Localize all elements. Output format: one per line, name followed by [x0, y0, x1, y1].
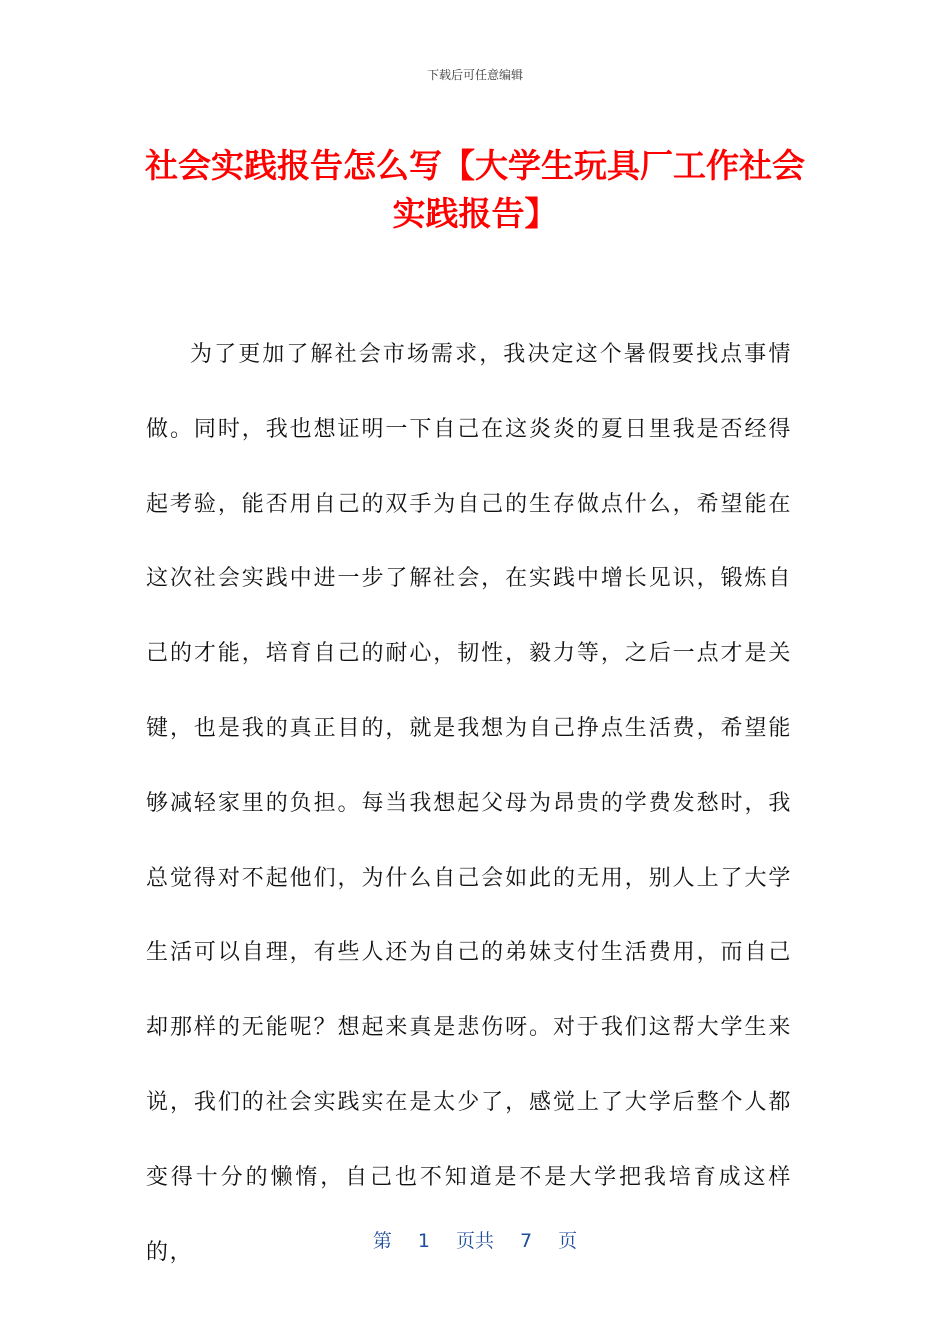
body-paragraph: 为了更加了解社会市场需求，我决定这个暑假要找点事情做。同时，我也想证明一下自己在这炎炎的夏日里我是否经得起考验，能否用自己的双手为自己的生存做点什么，希望能在这次社会实践中进一步了解社会，在实践中增长见识，锻炼自己的才能，培育自己的耐心，韧性，毅力等，之后一点才是关键，也是我的真正目的，就是我想为自己挣点生活费，希望能够减轻家里的负担。每当我想起父母为昂贵的学费发愁时，我总觉得对不起他们，为什么自己会如此的无用，别人上了大学生活可以自理，有些人还为自己的弟妹支付生活费用，而自己却那样的无能呢？想起来真是悲伤呀。对于我们这帮大学生来说，我们的社会实践实在是太少了，感觉上了大学后整个人都变得十分的懒惰，自己也不知道是不是大学把我培育成这样的，: [146, 342, 792, 1265]
footer-prefix: 第: [372, 1230, 392, 1252]
total-pages-number: 7: [520, 1230, 533, 1252]
page-footer: [0, 1226, 950, 1253]
header-note: 下载后可任意编辑: [426, 68, 523, 82]
footer-suffix: 页: [558, 1230, 578, 1252]
current-page-number: 1: [417, 1230, 430, 1252]
document-title: 社会实践报告怎么写【大学生玩具厂工作社会实践报告】: [145, 146, 805, 233]
footer-middle: 页共: [455, 1230, 494, 1252]
